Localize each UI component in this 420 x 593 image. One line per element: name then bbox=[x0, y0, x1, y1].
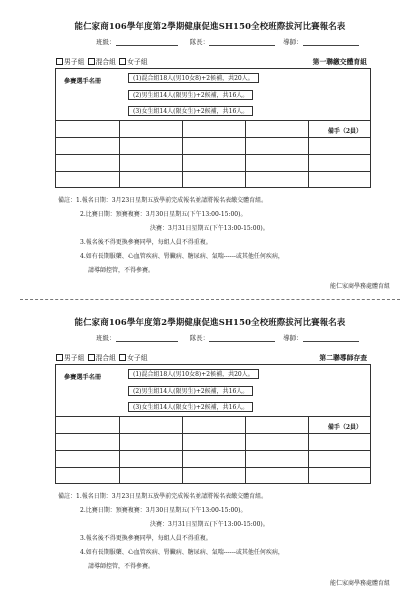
row-divider bbox=[56, 120, 370, 121]
mixed-label: 混合組 bbox=[95, 354, 116, 362]
option-mixed: (1)混合組18人(男10女8)+2候補，共20人。 bbox=[128, 369, 259, 379]
row-divider bbox=[56, 433, 370, 434]
registration-label: 參賽選手名冊 bbox=[64, 78, 102, 85]
row-divider bbox=[56, 416, 370, 417]
col-divider bbox=[119, 416, 120, 483]
registration-label: 參賽選手名冊 bbox=[64, 374, 102, 381]
note-2-final: 決賽：3月31日星期五(下午13:00-15:00)。 bbox=[150, 521, 269, 528]
info-row bbox=[96, 37, 359, 46]
note-3: 3.報名後不得更換參賽同學，每組人員不得重複。 bbox=[80, 239, 212, 246]
boys-label: 男子組 bbox=[64, 58, 85, 66]
note-4: 4.如有長期服藥、心血管疾病、腎臟病、糖尿病、氣喘------或其他任何疾病， bbox=[80, 549, 284, 556]
captain-label: 隊長： bbox=[189, 38, 210, 46]
col-divider bbox=[245, 416, 246, 483]
captain-field[interactable] bbox=[209, 335, 275, 342]
note-1: 備註：1.報名日期：3月23日星期五放學前完成報名並請將報名表繳交體育組。 bbox=[58, 197, 268, 204]
note-4-cont: 請導師控管，不得參賽。 bbox=[88, 563, 155, 570]
alternates-label: 備手（2員） bbox=[327, 128, 362, 135]
notes bbox=[58, 490, 284, 574]
row-divider bbox=[56, 467, 370, 468]
notes bbox=[58, 194, 284, 278]
note-4-cont: 請導師控管，不得參賽。 bbox=[88, 267, 155, 274]
option-boys: (2)男生組14人(限男生)+2候補，共16人。 bbox=[128, 90, 253, 100]
alternates-label: 備手（2員） bbox=[327, 424, 362, 431]
teacher-label: 導師： bbox=[283, 38, 303, 46]
col-divider bbox=[308, 120, 309, 187]
captain-field[interactable] bbox=[209, 39, 275, 46]
col-divider bbox=[119, 120, 120, 187]
boys-label: 男子組 bbox=[64, 354, 85, 362]
option-girls: (3)女生組14人(限女生)+2候補，共16人。 bbox=[128, 106, 253, 116]
note-1: 備註：1.報名日期：3月23日星期五放學前完成報名並請將報名表繳交體育組。 bbox=[58, 493, 268, 500]
group-selection bbox=[56, 56, 149, 66]
col-divider bbox=[182, 416, 183, 483]
col-divider bbox=[182, 120, 183, 187]
option-girls: (3)女生組14人(限女生)+2候補，共16人。 bbox=[128, 402, 253, 412]
teacher-field[interactable] bbox=[303, 335, 359, 342]
option-boys: (2)男生組14人(限男生)+2候補，共16人。 bbox=[128, 386, 253, 396]
mixed-checkbox[interactable] bbox=[88, 58, 95, 65]
note-2-final: 決賽：3月31日星期五(下午13:00-15:00)。 bbox=[150, 225, 269, 232]
class-field[interactable] bbox=[116, 39, 178, 46]
form-title: 能仁家商106學年度第2學期健康促進SH150全校班際拔河比賽報名表 bbox=[74, 317, 346, 327]
girls-label: 女子組 bbox=[127, 354, 148, 362]
note-2: 2.比賽日期：預賽複賽：3月30日星期五(下午13:00-15:00)。 bbox=[80, 507, 247, 514]
teacher-field[interactable] bbox=[303, 39, 359, 46]
girls-checkbox[interactable] bbox=[119, 58, 126, 65]
girls-label: 女子組 bbox=[127, 58, 148, 66]
group-selection bbox=[56, 352, 149, 362]
registration-table bbox=[55, 364, 371, 484]
cut-line bbox=[20, 299, 400, 300]
boys-checkbox[interactable] bbox=[56, 58, 63, 65]
captain-label: 隊長： bbox=[189, 334, 210, 342]
note-2: 2.比賽日期：預賽複賽：3月30日星期五(下午13:00-15:00)。 bbox=[80, 211, 247, 218]
copy-label: 第一聯繳交體育組 bbox=[312, 58, 367, 66]
row-divider bbox=[56, 137, 370, 138]
row-divider bbox=[56, 171, 370, 172]
option-mixed: (1)混合組18人(男10女8)+2候補，共20人。 bbox=[128, 73, 259, 83]
mixed-checkbox[interactable] bbox=[88, 354, 95, 361]
class-label: 班級： bbox=[96, 334, 116, 342]
boys-checkbox[interactable] bbox=[56, 354, 63, 361]
note-3: 3.報名後不得更換參賽同學，每組人員不得重複。 bbox=[80, 535, 212, 542]
mixed-label: 混合組 bbox=[95, 58, 116, 66]
row-divider bbox=[56, 154, 370, 155]
footer-signature: 能仁家商學務處體育組 bbox=[329, 580, 390, 587]
form-title: 能仁家商106學年度第2學期健康促進SH150全校班際拔河比賽報名表 bbox=[74, 21, 346, 31]
class-field[interactable] bbox=[116, 335, 178, 342]
footer-signature: 能仁家商學務處體育組 bbox=[329, 283, 390, 290]
girls-checkbox[interactable] bbox=[119, 354, 126, 361]
row-divider bbox=[56, 450, 370, 451]
copy-label: 第二聯導師存查 bbox=[319, 354, 367, 362]
registration-table bbox=[55, 68, 371, 188]
teacher-label: 導師： bbox=[283, 334, 303, 342]
class-label: 班級： bbox=[96, 38, 116, 46]
col-divider bbox=[245, 120, 246, 187]
info-row bbox=[96, 333, 359, 342]
note-4: 4.如有長期服藥、心血管疾病、腎臟病、糖尿病、氣喘------或其他任何疾病， bbox=[80, 253, 284, 260]
col-divider bbox=[308, 416, 309, 483]
